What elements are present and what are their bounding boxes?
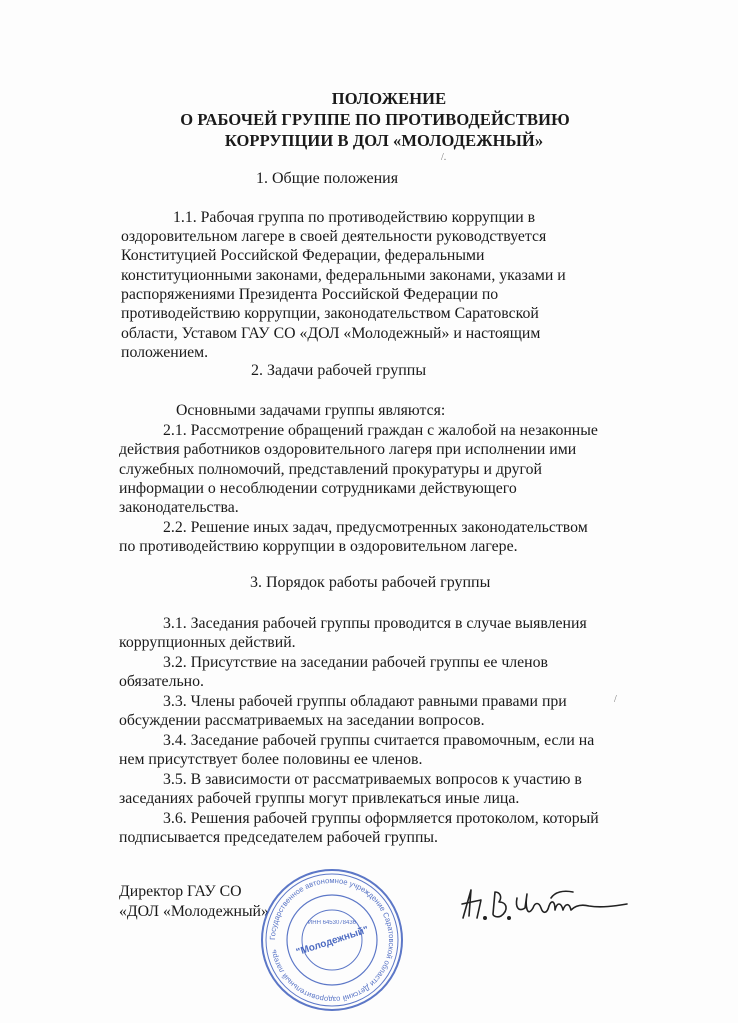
section-2-line: по противодействию коррупции в оздоровительном лагере. (119, 538, 518, 555)
section-1-line: положением. (121, 344, 209, 361)
stamp-center-text: "Молодежный" (294, 924, 371, 959)
section-1-line: оздоровительном лагере в своей деятельности руководствуется (121, 228, 547, 245)
section-2-line: действия работников оздоровительного лагеря при исполнении ими (119, 441, 577, 458)
section-3-line: коррупционных действий. (119, 634, 296, 651)
director-title: Директор ГАУ СО (119, 883, 242, 900)
section-1-heading: 1. Общие положения (256, 170, 399, 187)
section-2-line: служебных полномочий, представлений прокуратуры и другой (119, 461, 542, 478)
section-3-heading: 3. Порядок работы рабочей группы (250, 574, 491, 591)
stamp-ring-text: Государственное автономное учреждение Саратовской области Детский оздоровительный лагерь (267, 875, 397, 1005)
stray-mark: /. (441, 152, 447, 163)
section-2-line: информации о несоблюдении сотрудниками действующего (119, 480, 517, 497)
section-2-line: законодательства. (119, 499, 239, 516)
section-1-line: области, Уставом ГАУ СО «ДОЛ «Молодежный» и настоящим (121, 325, 541, 342)
section-3-line: 3.3. Члены рабочей группы обладают равными правами при (163, 693, 567, 710)
section-1-line: Конституцией Российской Федерации, федеральными (121, 247, 485, 264)
section-3-line: 3.6. Решения рабочей группы оформляется протоколом, который (163, 810, 599, 827)
section-3-line: обсуждении рассматриваемых на заседании вопросов. (119, 712, 485, 729)
stray-mark: / (614, 694, 617, 705)
document-title (0, 88, 738, 151)
section-3-line: 3.2. Присутствие на заседании рабочей группы ее членов (163, 654, 548, 671)
section-2-line: 2.2. Решение иных задач, предусмотренных законодательством (163, 519, 588, 536)
stamp-inn-text: ИНН 6453078436 (307, 920, 357, 926)
section-1-line: противодействию коррупции, законодательством Саратовской (121, 305, 539, 322)
section-2-line: Основными задачами группы являются: (176, 402, 446, 419)
section-3-line: нем присутствует более половины ее членов. (119, 751, 423, 768)
director-org: «ДОЛ «Молодежный» (119, 903, 269, 920)
section-3-line: 3.4. Заседание рабочей группы считается правомочным, если на (163, 732, 595, 749)
official-stamp-icon (258, 866, 406, 1014)
section-2-line: 2.1. Рассмотрение обращений граждан с жалобой на незаконные (163, 422, 598, 439)
section-2-heading: 2. Задачи рабочей группы (251, 362, 427, 379)
section-1-line: 1.1. Рабочая группа по противодействию коррупции в (173, 209, 536, 226)
section-3-line: 3.5. В зависимости от рассматриваемых вопросов к участию в (163, 771, 582, 788)
section-3-line: 3.1. Заседания рабочей группы проводится в случае выявления (163, 615, 587, 632)
signature-icon (455, 880, 635, 930)
section-3-line: обязательно. (119, 673, 204, 690)
section-1-line: распоряжениями Президента Российской Федерации по (121, 286, 499, 303)
section-3-line: заседаниях рабочей группы могут привлекаться иные лица. (119, 790, 520, 807)
title-line-1: ПОЛОЖЕНИЕ (331, 89, 447, 108)
section-1-line: конституционными законами, федеральными законами, указами и (121, 267, 566, 284)
section-3-line: подписывается председателем рабочей группы. (119, 829, 438, 846)
title-line-3: КОРРУПЦИИ В ДОЛ «МОЛОДЕЖНЫЙ» (224, 131, 544, 150)
title-line-2: О РАБОЧЕЙ ГРУППЕ ПО ПРОТИВОДЕЙСТВИЮ (180, 110, 570, 129)
